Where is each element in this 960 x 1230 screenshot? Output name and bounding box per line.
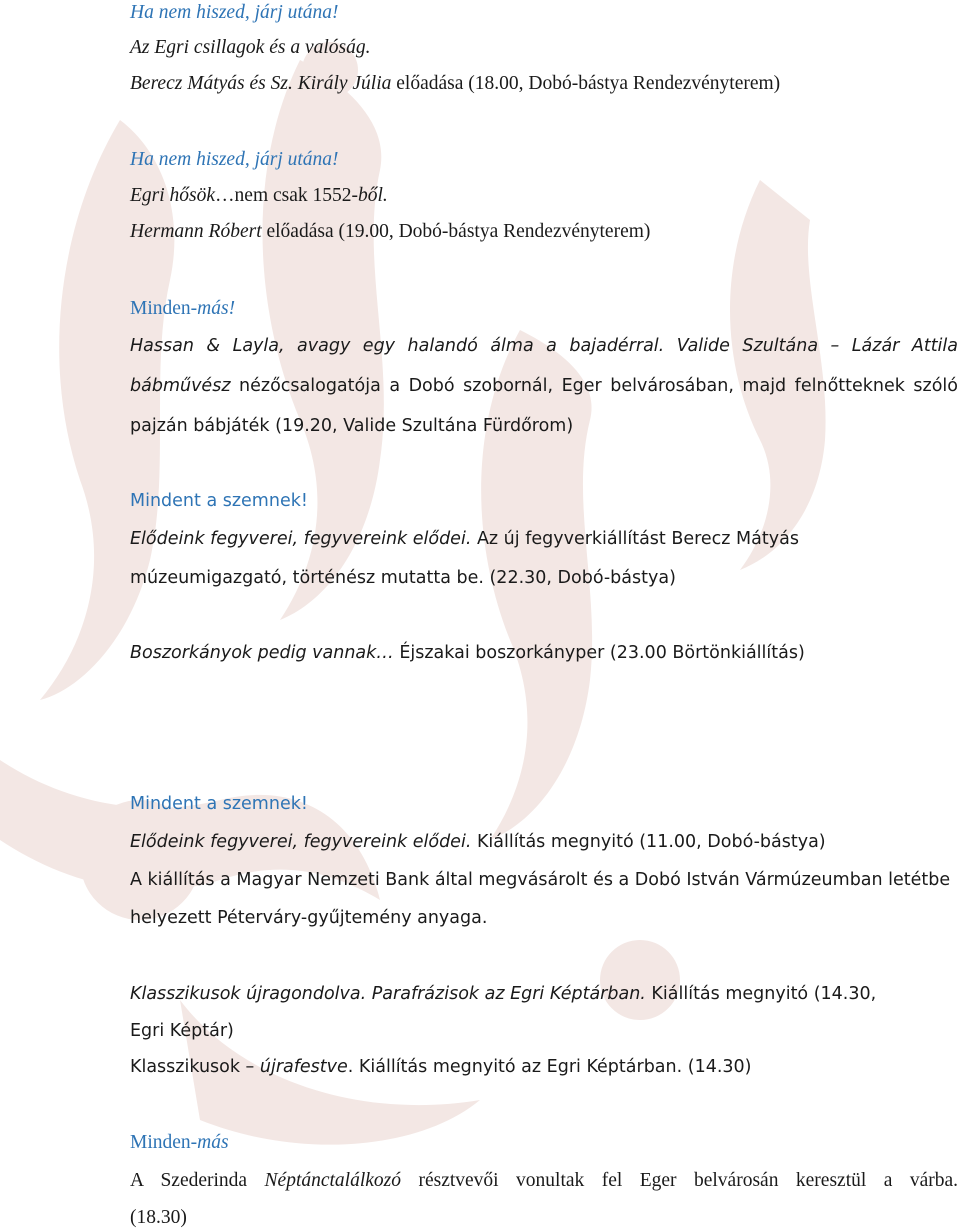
event-speakers: Berecz Mátyás és Sz. Király Júlia (130, 73, 392, 94)
section-tag-part: más (197, 1132, 229, 1153)
event-line (130, 374, 958, 398)
event-title: Az Egri csillagok és a valóság. (130, 37, 371, 58)
event-title: Elődeink fegyverei, fegyvereink elődei. (130, 529, 472, 549)
event-detail: előadása (19.00, Dobó-bástya Rendezvényterem) (261, 221, 651, 242)
event-line: helyezett Péterváry-gyűjtemény anyaga. (130, 908, 488, 928)
event-title-part: Klasszikusok – (130, 1057, 260, 1077)
event-line: pajzán bábjáték (19.20, Valide Szultána Fürdőrom) (130, 416, 574, 436)
event-line: (18.30) (130, 1207, 187, 1228)
event-title-part: ből. (358, 185, 388, 206)
event-detail: . Kiállítás megnyitó az Egri Képtárban. (14.30) (347, 1057, 752, 1077)
event-title: Elődeink fegyverei, fegyvereink elődei. (130, 832, 472, 852)
event-line (130, 641, 958, 665)
event-line: múzeumigazgató, történész mutatta be. (22.30, Dobó-bástya) (130, 568, 676, 588)
event-detail: Kiállítás megnyitó (11.00, Dobó-bástya) (471, 832, 826, 852)
event-title: Néptánctalálkozó (264, 1170, 402, 1191)
event-detail: Kiállítás megnyitó (14.30, (645, 984, 877, 1004)
event-title-part: … (215, 185, 235, 206)
event-detail-part: A Szederinda (130, 1170, 265, 1191)
event-line (130, 982, 958, 1006)
section-tag: Ha nem hiszed, járj utána! (130, 2, 339, 23)
section-tag: Mindent a szemnek! (130, 491, 308, 511)
section-tag (130, 297, 958, 321)
event-line (130, 220, 958, 244)
event-line (130, 334, 958, 358)
event-title (130, 184, 958, 208)
event-title: Boszorkányok pedig vannak… (130, 643, 394, 663)
event-detail-part: résztvevői vonultak fel Eger belvárosán keresztül a várba. (401, 1170, 958, 1191)
event-detail-part: nézőcsalogatója a Dobó szobornál, Eger belvárosában, majd felnőtteknek szóló (230, 376, 958, 396)
event-title-part: Egri hősök (130, 185, 216, 206)
event-title: Hassan & Layla, avagy egy halandó álma a bajadérral. (130, 336, 665, 356)
event-title: Klasszikusok újragondolva. Parafrázisok az Egri Képtárban. (130, 984, 646, 1004)
event-detail: Valide Szultána – Lázár Attila (664, 336, 958, 356)
event-detail: Az új fegyverkiállítást Berecz Mátyás (471, 529, 799, 549)
event-line (130, 72, 958, 96)
section-tag-part: más! (197, 298, 236, 319)
event-line: A kiállítás a Magyar Nemzeti Bank által megvásárolt és a Dobó István Vármúzeumban letétbe (130, 870, 951, 890)
event-speaker: Hermann Róbert (130, 221, 262, 242)
event-detail-part: bábművész (130, 376, 231, 396)
section-tag: Ha nem hiszed, járj utána! (130, 149, 339, 170)
event-line (130, 527, 958, 551)
event-line: Egri Képtár) (130, 1021, 234, 1041)
event-detail: előadása (18.00, Dobó-bástya Rendezvényterem) (391, 73, 781, 94)
event-line (130, 1169, 958, 1193)
section-tag-part: Minden- (130, 1132, 198, 1153)
section-tag-part: Minden- (130, 298, 198, 319)
event-title-part: újrafestve (259, 1057, 348, 1077)
event-title-part: nem csak 1552- (234, 185, 359, 206)
section-tag: Mindent a szemnek! (130, 794, 308, 814)
section-tag (130, 1131, 958, 1155)
event-line (130, 830, 958, 854)
event-line (130, 1055, 958, 1079)
event-detail: Éjszakai boszorkányper (23.00 Börtönkiállítás) (393, 643, 805, 663)
